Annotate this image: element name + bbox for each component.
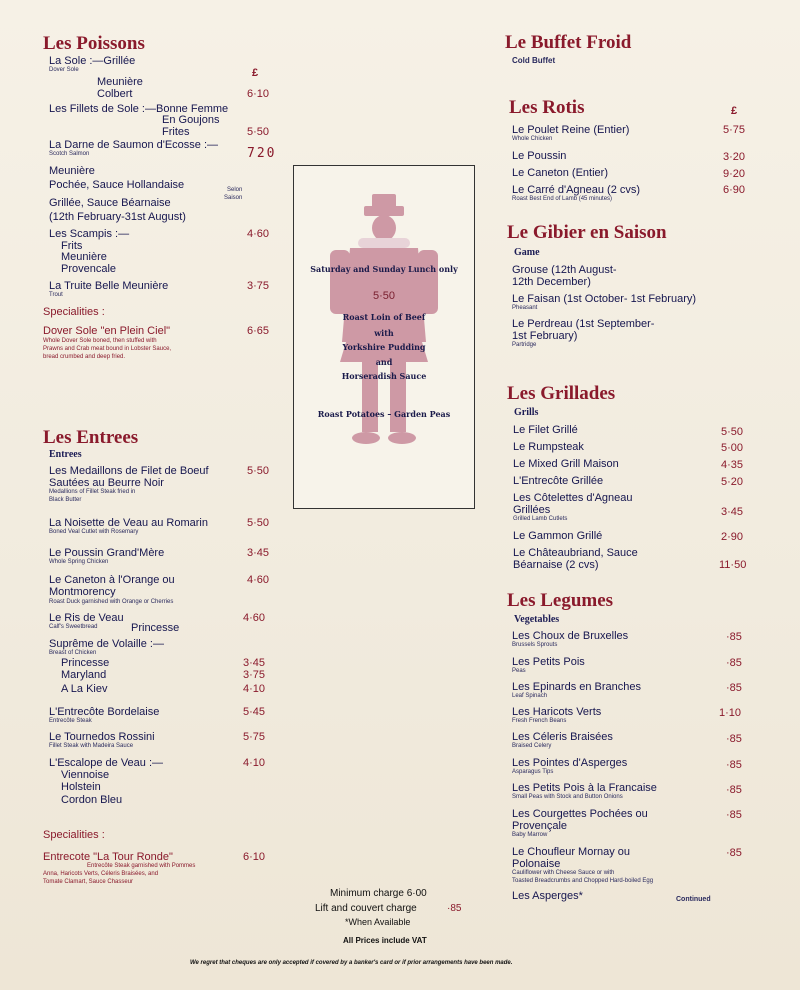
menu-item-subtitle: Breast of Chicken (49, 650, 97, 656)
menu-item: Le Poulet Reine (Entier) (512, 124, 630, 136)
menu-item: Le Perdreau (1st September- (512, 318, 655, 330)
section-title-gibier: Le Gibier en Saison (507, 222, 667, 243)
menu-item-subtitle: Fillet Steak with Madeira Sauce (49, 743, 134, 749)
menu-item: Meunière (97, 76, 143, 88)
menu-item-subtitle: Scotch Salmon (49, 151, 90, 157)
menu-item: Le Choufleur Mornay ou (512, 846, 631, 858)
price: ·85 (726, 847, 742, 859)
menu-item: En Goujons (162, 114, 220, 126)
price: ·85 (726, 809, 742, 821)
speciality-desc: Anna, Haricots Verts, Céleris Braisées, and (43, 871, 159, 877)
menu-item: Les Asperges* (512, 890, 583, 902)
price: 5·20 (721, 476, 744, 488)
menu-item: Béarnaise (2 cvs) (513, 559, 599, 571)
menu-item-subtitle: Whole Chicken (512, 136, 553, 142)
menu-item: Le Gammon Grillé (513, 530, 603, 542)
section-subtitle: Game (514, 247, 540, 258)
menu-item: Maryland (61, 669, 107, 681)
poster-line: Yorkshire Pudding (342, 342, 426, 352)
poster-line: Roast Loin of Beef (342, 312, 426, 322)
menu-item: Les Fillets de Sole :—Bonne Femme (49, 103, 229, 115)
section-title-entrees: Les Entrees (43, 427, 139, 448)
menu-item-subtitle: Entrecôte Steak (49, 718, 92, 724)
menu-item: Le Faisan (1st October- 1st February) (512, 293, 697, 305)
menu-item: Grouse (12th August- (512, 264, 617, 276)
section-title-poissons: Les Poissons (43, 33, 145, 54)
menu-item-subtitle: Fresh French Beans (512, 718, 567, 724)
menu-item: Les Courgettes Pochées ou (512, 808, 648, 820)
menu-item: La Truite Belle Meunière (49, 280, 169, 292)
section-subtitle: Entrees (49, 449, 82, 460)
menu-item-subtitle: Asparagus Tips (512, 769, 554, 775)
menu-item: Les Côtelettes d'Agneau (513, 492, 633, 504)
price: 5·50 (247, 517, 270, 529)
menu-item: Les Haricots Verts (512, 706, 602, 718)
price: 5·50 (247, 465, 270, 477)
menu-item-subtitle: Grilled Lamb Cutlets (513, 516, 568, 522)
menu-item-subtitle: Roast Duck garnished with Orange or Cherries (49, 599, 174, 605)
menu-item: Les Petits Pois à la Francaise (512, 782, 657, 794)
menu-item: La Sole :—Grillée (49, 55, 136, 67)
menu-item-subtitle: Saison (224, 195, 243, 201)
price: 2·90 (721, 531, 744, 543)
poster-line: Roast Potatoes – Garden Peas (317, 409, 451, 419)
price: ·85 (726, 631, 742, 643)
menu-item: Montmorency (49, 586, 116, 598)
menu-item: Les Epinards en Branches (512, 681, 642, 693)
price: 11·50 (719, 559, 747, 571)
price: 5·00 (721, 442, 744, 454)
menu-item: Provencale (61, 263, 117, 275)
menu-item: Polonaise (512, 858, 561, 870)
price: 3·75 (247, 280, 270, 292)
price: 6·10 (243, 851, 266, 863)
menu-item-subtitle: Trout (49, 292, 63, 298)
menu-item: Le Rumpsteak (513, 441, 584, 453)
menu-item: Le Carré d'Agneau (2 cvs) (512, 184, 641, 196)
price: 3·45 (243, 657, 266, 669)
menu-item-subtitle: Small Peas with Stock and Button Onions (512, 794, 623, 800)
currency-symbol: £ (252, 67, 259, 79)
menu-item: Le Châteaubriand, Sauce (513, 547, 638, 559)
price: 3·75 (243, 669, 266, 681)
menu-item: Pochée, Sauce Hollandaise (49, 179, 185, 191)
speciality-desc: Entrecôte Steak garnished with Pommes (87, 863, 196, 869)
menu-item: Le Ris de Veau (49, 612, 124, 624)
speciality-item: Dover Sole "en Plein Ciel" (43, 325, 171, 337)
menu-item: Les Céleris Braisées (512, 731, 613, 743)
price: 5·75 (723, 124, 746, 136)
price: ·85 (726, 682, 742, 694)
menu-item: Grillée, Sauce Béarnaise (49, 197, 171, 209)
menu-item: Le Poussin Grand'Mère (49, 547, 165, 559)
specialities-label: Specialities : (43, 829, 105, 841)
section-title-legumes: Les Legumes (507, 590, 614, 611)
section-subtitle: Grills (514, 407, 539, 418)
menu-item-subtitle: Selon (227, 187, 243, 193)
minimum-charge: Minimum charge 6·00 (330, 888, 427, 899)
menu-item: Le Filet Grillé (513, 424, 578, 436)
section-title-grillades: Les Grillades (507, 383, 616, 404)
price: ·85 (726, 657, 742, 669)
menu-item-subtitle: Partridge (512, 342, 537, 348)
menu-item: Le Caneton (Entier) (512, 167, 608, 179)
menu-item: Les Medaillons de Filet de Boeuf (49, 465, 209, 477)
menu-item: La Darne de Saumon d'Ecosse :— (49, 139, 219, 151)
menu-item-subtitle: Leaf Spinach (512, 693, 548, 699)
poster-line: Horseradish Sauce (341, 371, 427, 381)
menu-item: Sautées au Beurre Noir (49, 477, 164, 489)
menu-item: 12th December) (512, 276, 591, 288)
section-subtitle: Vegetables (514, 614, 560, 625)
section-title-rotis: Les Rotis (509, 97, 585, 118)
currency-symbol: £ (731, 105, 738, 117)
cheques-note: We regret that cheques are only accepted if covered by a banker's card or if prior arrangements have been made. (190, 960, 513, 966)
price: ·85 (726, 784, 742, 796)
price: 5·45 (243, 706, 266, 718)
couvert-charge: Lift and couvert charge (315, 903, 417, 914)
speciality-item: Entrecote "La Tour Ronde" (43, 851, 173, 863)
poster-price: 5·50 (372, 290, 396, 302)
menu-item: Meunière (61, 251, 107, 263)
menu-item-subtitle: Brussels Sprouts (512, 642, 558, 648)
price: 4·10 (243, 757, 266, 769)
section-subtitle: Cold Buffet (512, 56, 556, 65)
price: 3·45 (721, 506, 744, 518)
menu-item: Provençale (512, 820, 568, 832)
menu-item: Grillées (513, 504, 551, 516)
poster-line: Saturday and Sunday Lunch only (310, 264, 458, 274)
price: 4·60 (243, 612, 266, 624)
menu-item: Le Caneton à l'Orange ou (49, 574, 175, 586)
menu-item: A La Kiev (61, 683, 108, 695)
menu-item-subtitle: Black Butter (49, 497, 82, 503)
speciality-desc: Tomate Clamart, Sauce Chasseur (43, 879, 134, 885)
couvert-price: ·85 (447, 903, 462, 914)
specialities-label: Specialities : (43, 306, 105, 318)
menu-item: Princesse (61, 657, 110, 669)
speciality-desc: Prawns and Crab meat bound in Lobster Sauce, (43, 346, 172, 352)
menu-item: 1st February) (512, 330, 578, 342)
menu-item-subtitle: Boned Veal Cutlet with Rosemary (49, 529, 139, 535)
menu-item-subtitle: Dover Sole (49, 67, 79, 73)
menu-item: Meunière (49, 165, 95, 177)
menu-item: Les Scampis :— (49, 228, 130, 240)
continued-note: Continued (676, 896, 711, 903)
menu-item-subtitle: Pheasant (512, 305, 538, 311)
speciality-desc: bread crumbed and deep fried. (43, 354, 126, 360)
price: 3·45 (247, 547, 270, 559)
menu-item: Le Tournedos Rossini (49, 731, 155, 743)
menu-item: (12th February-31st August) (49, 211, 186, 223)
menu-item: La Noisette de Veau au Romarin (49, 517, 208, 529)
menu-item: Le Mixed Grill Maison (513, 458, 619, 470)
price: ·85 (726, 759, 742, 771)
price: 4·10 (243, 683, 266, 695)
price: 6·65 (247, 325, 270, 337)
menu-item-subtitle: Baby Marrow (512, 832, 548, 838)
menu-item: Le Poussin (512, 150, 567, 162)
menu-item: Frites (162, 126, 190, 138)
menu-item-subtitle: Whole Spring Chicken (49, 559, 109, 565)
menu-item-subtitle: Peas (512, 668, 526, 674)
handwritten-price: 720 (247, 146, 277, 161)
price: 1·10 (719, 707, 742, 719)
menu-item-subtitle: Cauliflower with Cheese Sauce or with (512, 870, 615, 876)
menu-item: Colbert (97, 88, 133, 100)
menu-item: Frits (61, 240, 83, 252)
menu-item-subtitle: Medallions of Fillet Steak fried in (49, 489, 136, 495)
menu-item: L'Escalope de Veau :— (49, 757, 164, 769)
menu-item-subtitle: Toasted Breadcrumbs and Chopped Hard-boiled Egg (512, 878, 654, 884)
price: 5·50 (247, 126, 270, 138)
price: 3·20 (723, 151, 746, 163)
price: 4·60 (247, 228, 270, 240)
menu-item: Cordon Bleu (61, 794, 123, 806)
price: 5·75 (243, 731, 266, 743)
menu-item: Les Petits Pois (512, 656, 585, 668)
poster-line: and (375, 357, 393, 367)
menu-item: Les Pointes d'Asperges (512, 757, 628, 769)
price: 9·20 (723, 168, 746, 180)
menu-item: L'Entrecôte Grillée (513, 475, 604, 487)
menu-item: L'Entrecôte Bordelaise (49, 706, 160, 718)
price: 4·35 (721, 459, 744, 471)
weekend-lunch-poster (293, 165, 475, 509)
poster-line: with (374, 328, 394, 338)
menu-item: Suprême de Volaille :— (49, 638, 164, 650)
menu-item: Viennoise (61, 769, 110, 781)
menu-item: Holstein (61, 781, 101, 793)
menu-item: Princesse (131, 622, 180, 634)
menu-item-subtitle: Calf's Sweetbread (49, 624, 98, 630)
price: 6·90 (723, 184, 746, 196)
speciality-desc: Whole Dover Sole boned, then stuffed with (43, 338, 157, 344)
when-available-note: *When Available (345, 917, 411, 927)
price: 6·10 (247, 88, 270, 100)
menu-item-subtitle: Braised Celery (512, 743, 552, 749)
vat-note: All Prices include VAT (343, 936, 427, 945)
section-title-buffet: Le Buffet Froid (505, 32, 632, 53)
price: ·85 (726, 733, 742, 745)
menu-item-subtitle: Roast Best End of Lamb (45 minutes) (512, 196, 613, 202)
price: 5·50 (721, 426, 744, 438)
price: 4·60 (247, 574, 270, 586)
menu-item: Les Choux de Bruxelles (512, 630, 629, 642)
